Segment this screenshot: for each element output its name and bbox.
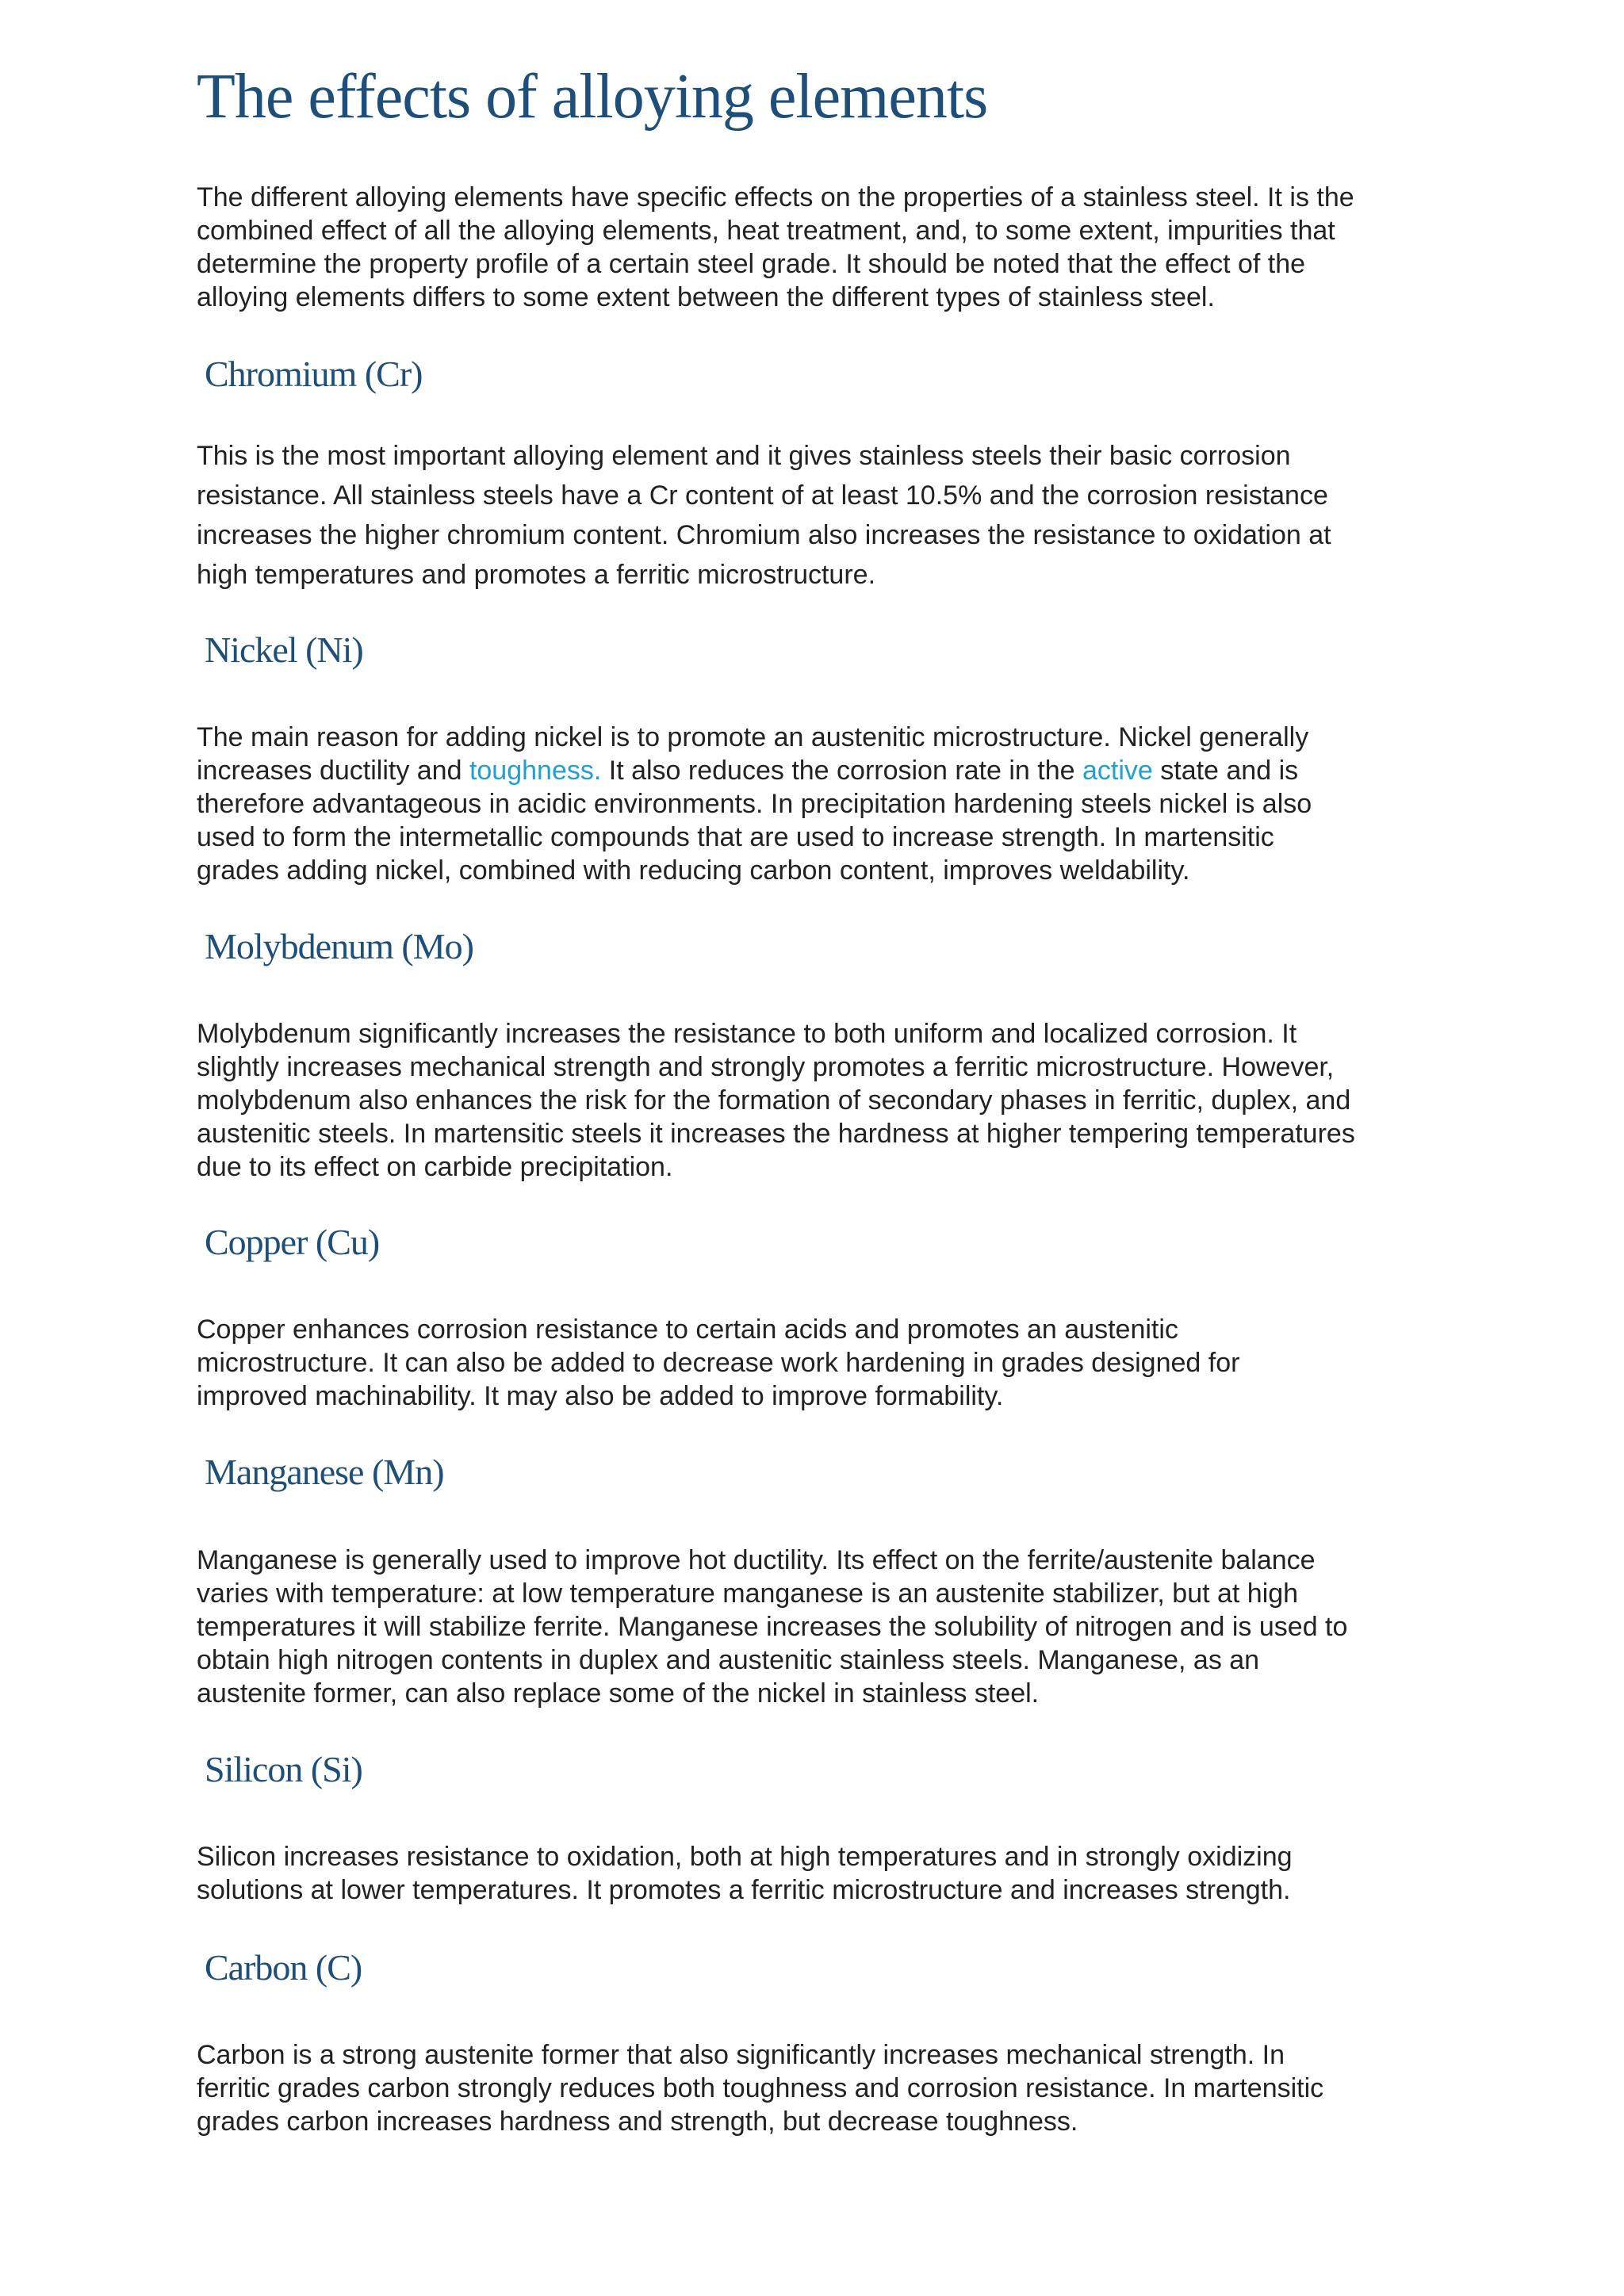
text-line: temperatures it will stabilize ferrite. Manganese increases the solubility of nitrogen and is used to [197, 1612, 1348, 1642]
text-line: This is the most important alloying element and it gives stainless steels their basic corrosion [197, 441, 1291, 471]
section-heading-copper: Copper (Cu) [205, 1222, 380, 1262]
text-line: austenitic steels. In martensitic steels it increases the hardness at higher tempering temperatures [197, 1119, 1355, 1149]
text-line: alloying elements differs to some extent between the different types of stainless steel. [197, 282, 1215, 312]
text-line: ferritic grades carbon strongly reduces both toughness and corrosion resistance. In martensitic [197, 2073, 1324, 2103]
section-heading-nickel: Nickel (Ni) [205, 629, 363, 670]
section-heading-manganese: Manganese (Mn) [205, 1452, 444, 1492]
section-heading-silicon: Silicon (Si) [205, 1749, 362, 1789]
active-link[interactable]: active [1082, 756, 1153, 786]
text-line: solutions at lower temperatures. It promotes a ferritic microstructure and increases strength. [197, 1875, 1291, 1905]
text-line: Copper enhances corrosion resistance to certain acids and promotes an austenitic [197, 1314, 1178, 1345]
text-line: grades adding nickel, combined with reducing carbon content, improves weldability. [197, 855, 1190, 886]
page-title: The effects of alloying elements [197, 62, 988, 132]
section-heading-carbon: Carbon (C) [205, 1947, 362, 1988]
text-line: due to its effect on carbide precipitation. [197, 1152, 673, 1182]
intro-paragraph [197, 181, 1450, 314]
manganese-paragraph [197, 1544, 1450, 1710]
text-line: varies with temperature: at low temperature manganese is an austenite stabilizer, but at high [197, 1578, 1299, 1609]
text-line: molybdenum also enhances the risk for the formation of secondary phases in ferritic, duplex, and [197, 1085, 1351, 1115]
text-line: slightly increases mechanical strength and strongly promotes a ferritic microstructure. However, [197, 1052, 1335, 1082]
section-heading-chromium: Chromium (Cr) [205, 354, 423, 394]
text-line: increases the higher chromium content. Chromium also increases the resistance to oxidation at [197, 520, 1331, 550]
section-heading-molybdenum: Molybdenum (Mo) [205, 926, 473, 966]
copper-paragraph [197, 1313, 1450, 1413]
silicon-paragraph [197, 1840, 1450, 1907]
toughness-link[interactable]: toughness. [469, 756, 602, 786]
nickel-paragraph [197, 721, 1450, 887]
text-line: improved machinability. It may also be added to improve formability. [197, 1381, 1004, 1411]
chromium-paragraph [197, 436, 1450, 595]
text-line: Silicon increases resistance to oxidation, both at high temperatures and in strongly oxidizing [197, 1842, 1293, 1872]
text-line: Carbon is a strong austenite former that also significantly increases mechanical strength. In [197, 2040, 1285, 2070]
text-line: resistance. All stainless steels have a Cr content of at least 10.5% and the corrosion resistance [197, 480, 1328, 511]
text-line: combined effect of all the alloying elements, heat treatment, and, to some extent, impurities that [197, 216, 1335, 246]
text-segment: increases ductility and [197, 756, 469, 786]
carbon-paragraph [197, 2038, 1450, 2138]
text-line: determine the property profile of a certain steel grade. It should be noted that the effect of the [197, 249, 1306, 279]
text-line: grades carbon increases hardness and strength, but decrease toughness. [197, 2107, 1078, 2137]
text-line: microstructure. It can also be added to decrease work hardening in grades designed for [197, 1348, 1240, 1378]
text-segment: It also reduces the corrosion rate in the [601, 756, 1082, 786]
text-line: high temperatures and promotes a ferritic microstructure. [197, 560, 876, 590]
text-line: used to form the intermetallic compounds that are used to increase strength. In martensitic [197, 822, 1274, 852]
text-line: Manganese is generally used to improve hot ductility. Its effect on the ferrite/austenite balance [197, 1545, 1316, 1575]
text-segment: state and is [1152, 756, 1299, 786]
text-line: The different alloying elements have specific effects on the properties of a stainless steel. It is the [197, 182, 1354, 212]
molybdenum-paragraph [197, 1017, 1450, 1184]
text-line: The main reason for adding nickel is to promote an austenitic microstructure. Nickel generally [197, 722, 1309, 752]
text-line: Molybdenum significantly increases the resistance to both uniform and localized corrosion. It [197, 1019, 1297, 1049]
text-line: therefore advantageous in acidic environments. In precipitation hardening steels nickel is also [197, 789, 1312, 819]
text-line: austenite former, can also replace some of the nickel in stainless steel. [197, 1678, 1040, 1709]
text-line: obtain high nitrogen contents in duplex and austenitic stainless steels. Manganese, as an [197, 1645, 1260, 1675]
text-line [197, 754, 1450, 787]
